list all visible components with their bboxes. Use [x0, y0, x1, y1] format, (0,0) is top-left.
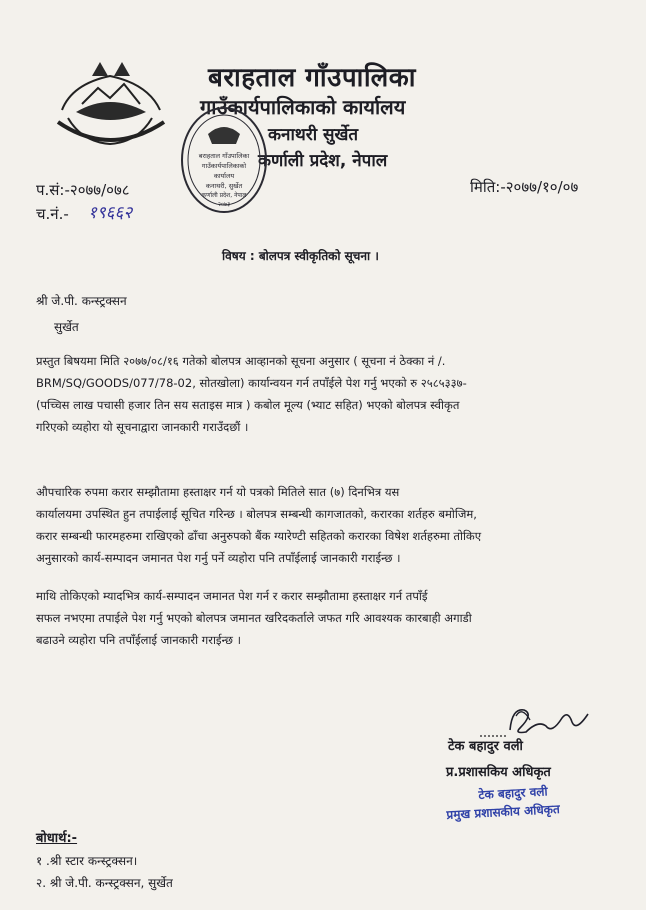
- paragraph-line: (पच्चिस लाख पचासी हजार तिन सय सताइस मात्र ) कबोल मूल्य (भ्याट सहित) भएको बोलपत्र स्वीकृत: [36, 398, 460, 412]
- seal-text-line: कार्यालय: [213, 172, 235, 180]
- signature-seal-name: टेक बहादुर वली: [478, 784, 548, 802]
- office-address: कनाथरी सुर्खेत: [268, 125, 359, 145]
- paragraph-line: सफल नभएमा तपाईले पेश गर्नु भएको बोलपत्र जमानत खरिदकर्ताले जफत गरि आवश्यक कारबाही अगाडी: [36, 611, 472, 625]
- cc-item: २. श्री जे.पी. कन्स्ट्रक्सन, सुर्खेत: [36, 876, 173, 890]
- paragraph-line: बढाउने व्यहोरा पनि तपाँईलाई जानकारी गराईन्छ ।: [36, 633, 241, 647]
- office-name: बराहताल गाँउपालिका: [208, 63, 416, 93]
- seal-text-line: गाउँकार्यपालिकाको: [201, 162, 247, 170]
- office-seal-stamp: [178, 104, 270, 216]
- government-emblem-logo: [52, 54, 170, 152]
- recipient-name: श्री जे.पी. कन्स्ट्रक्सन: [36, 294, 127, 308]
- letter-subject: विषय : बोलपत्र स्वीकृतिको सूचना ।: [222, 249, 379, 263]
- paragraph-line: कार्यालयमा उपस्थित हुन तपाईलाई सूचित गरिन्छ । बोलपत्र सम्बन्धी कागजातको, करारका शर्तहरु बमोजिम,: [36, 507, 477, 521]
- office-province: कर्णाली प्रदेश, नेपाल: [258, 151, 388, 171]
- paragraph-line: गरिएको व्यहोरा यो सूचनाद्वारा जानकारी गराउँदछौं ।: [36, 420, 249, 434]
- signatory-name: टेक बहादुर वली: [448, 739, 523, 754]
- body-paragraph-1: [36, 350, 616, 438]
- paragraph-line: प्रस्तुत बिषयमा मिति २०७७/०८/१६ गतेको बोलपत्र आव्हानको सूचना अनुसार ( सूचना नं ठेक्का नं /.: [36, 354, 446, 368]
- seal-text-line: बराहताल गाँउपालिका: [198, 152, 250, 160]
- paragraph-line: BRM/SQ/GOODS/077/78-02, सोतखोला) कार्यान्वयन गर्न तपाँईले पेश गर्नु भएको रु २५८५३३७-: [36, 376, 467, 390]
- letter-date: मिति:-२०७७/१०/०७: [470, 178, 579, 196]
- body-paragraph-2: [36, 481, 616, 569]
- seal-text-line: कनाथरी, सुर्खेत: [205, 182, 243, 190]
- office-subtitle: गाउँकार्यपालिकाको कार्यालय: [200, 95, 406, 119]
- signatory-title: प्र.प्रशासकिय अधिकृत: [446, 765, 551, 780]
- dispatch-label: च.नं.-: [36, 205, 69, 223]
- signature-seal-title: प्रमुख प्रशासकीय अधिकृत: [446, 802, 561, 822]
- reference-number: प.सं:-२०७७/०७८: [36, 181, 130, 199]
- dispatch-number-handwritten: १९६६२: [88, 203, 133, 223]
- paragraph-line: माथि तोकिएको म्यादभित्र कार्य-सम्पादन जमानत पेश गर्न र करार सम्झौतामा हस्ताक्षर गर्न तपाँई: [36, 589, 428, 603]
- paragraph-line: करार सम्बन्धी फारमहरुमा राखिएको ढाँचा अनुरुपको बैंक ग्यारेण्टी सहितको करारका विषेश शर्तहरुमा तोकिए: [36, 529, 482, 543]
- recipient-place: सुर्खेत: [54, 320, 79, 334]
- cc-item: १ .श्री स्टार कन्स्ट्रक्सन।: [36, 854, 138, 868]
- seal-text-line: कर्णाली प्रदेश, नेपाल: [201, 192, 247, 199]
- paragraph-line: औपचारिक रुपमा करार सम्झौतामा हस्ताक्षर गर्न यो पत्रको मितिले सात (७) दिनभित्र यस: [36, 485, 400, 499]
- body-paragraph-3: [36, 585, 616, 651]
- seal-text-line: २०७३: [217, 201, 231, 208]
- cc-heading: बोधार्थ:-: [36, 831, 78, 846]
- paragraph-line: अनुसारको कार्य-सम्पादन जमानत पेश गर्नु पर्ने व्यहोरा पनि तपाँईलाई जानकारी गराईन्छ ।: [36, 551, 401, 565]
